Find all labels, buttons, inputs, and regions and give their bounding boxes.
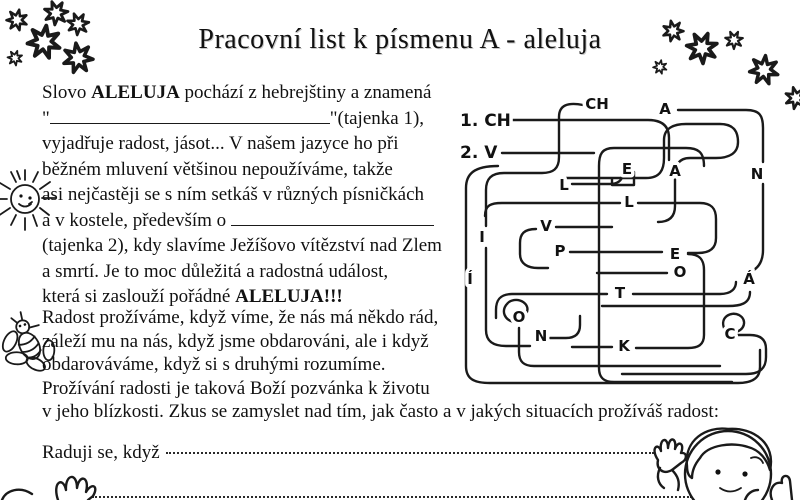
intro-line-6 (42, 208, 487, 234)
maze-letter: A (669, 162, 681, 180)
maze-letter: Í (467, 270, 473, 288)
maze-letter: L (559, 176, 569, 194)
radost-line-2: záleží mu na nás, když jsme obdarováni, ale i když (42, 330, 429, 352)
intro-line-7: (tajenka 2), kdy slavíme Ježíšovo vítězství nad Zlem (42, 235, 442, 256)
raduji-fill-in-row (42, 442, 654, 464)
maze-start-2: 2. V (460, 143, 498, 163)
maze-letter: V (540, 217, 552, 235)
intro-text: pochází z hebrejštiny a znamená (179, 82, 432, 103)
maze-letter: P (554, 242, 566, 260)
waving-child-icon (630, 418, 800, 500)
raduji-dotted-line (166, 452, 654, 454)
maze-letter: O (512, 308, 526, 326)
radost-line-4: Prožívání radosti je taková Boží pozvánka k životu (42, 377, 430, 399)
maze-letter: K (618, 337, 630, 355)
intro-line-8: a smrtí. Je to moc důležitá a radostná událost, (42, 260, 389, 282)
maze-letter: Á (743, 270, 755, 288)
sun-icon (0, 158, 62, 243)
maze-letter: C (724, 325, 736, 343)
tajenka1-label: "(tajenka 1), (329, 107, 425, 129)
page-title: Pracovní list k písmenu A - aleluja (198, 24, 602, 55)
intro-line-4: běžném mluvení většinou nepoužíváme, takže (42, 158, 393, 180)
maze-letter: E (621, 160, 633, 178)
maze-letter: CH (585, 95, 609, 113)
child-hand (655, 439, 686, 490)
aleluja-exclaim-bold: ALELUJA!!! (235, 286, 343, 307)
maze-letter: A (659, 100, 671, 118)
stars-top-left-icon (0, 0, 110, 85)
maze-letter: E (669, 245, 681, 263)
quote-mark: " (42, 107, 50, 129)
radost-line-1: Radost prožíváme, když víme, že nás má někdo rád, (42, 307, 439, 328)
tajenka1-blank (50, 109, 330, 124)
maze-letter: L (624, 193, 634, 211)
maze-letter: N (750, 165, 764, 183)
intro-line-3: vyjadřuje radost, jásot... V našem jazyce ho při (42, 133, 399, 154)
maze-letter: O (673, 263, 687, 281)
intro-text: a v kostele, především o (42, 209, 231, 231)
intro-text: Slovo (42, 82, 92, 103)
maze-start-labels (460, 111, 511, 163)
radost-line-3: obdarováváme, když si s druhými rozumíme. (42, 354, 386, 375)
tajenka2-blank (231, 211, 434, 226)
intro-line-2 (42, 106, 487, 132)
aleluja-bold: ALELUJA (91, 82, 180, 103)
hand-bottom-left-icon (0, 468, 125, 500)
intro-line-5: asi nejčastěji se s ním setkáš v různých písničkách (42, 184, 425, 205)
maze-letter: T (614, 284, 626, 302)
radost-line-5: v jeho blízkosti. Zkus se zamyslet nad tím, jak často a v jakých situacích prožíváš radost: (42, 401, 719, 422)
intro-line-1 (42, 80, 487, 106)
intro-text: která si zaslouží pořádné (42, 286, 236, 307)
maze-letter: I (479, 228, 485, 246)
radost-paragraph (42, 306, 800, 424)
maze-start-1: 1. CH (460, 111, 511, 131)
bottom-dotted-line (92, 480, 692, 498)
maze-letter: N (534, 327, 548, 345)
intro-paragraph (42, 80, 487, 310)
raduji-label: Raduji se, když (42, 442, 160, 463)
